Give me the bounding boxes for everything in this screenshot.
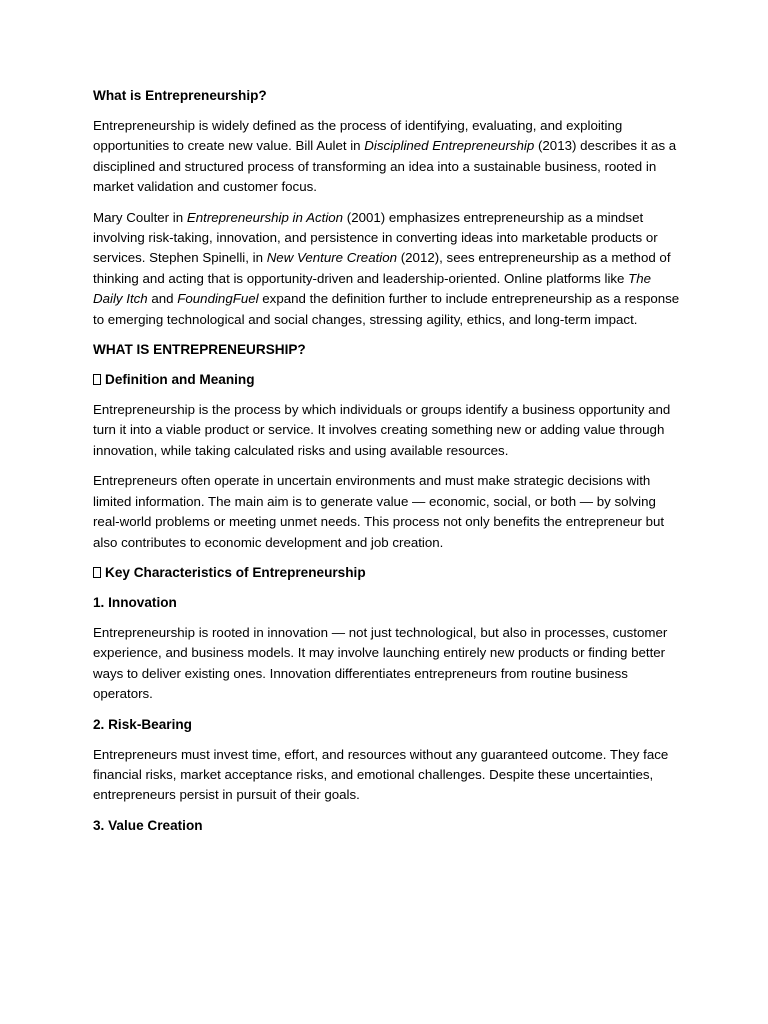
text-run: Mary Coulter in xyxy=(93,209,187,225)
heading-text: Key Characteristics of Entrepreneurship xyxy=(105,564,366,580)
paragraph-coulter-spinelli xyxy=(93,208,683,330)
book-title: Entrepreneurship in Action xyxy=(186,209,344,225)
text-run: (2001) emphasizes entrepreneurship as a mindset involving risk-taking, innovation, and persistence in converting ideas into marketable products or services. Stephen Spinelli, in xyxy=(93,209,658,266)
missing-glyph-icon xyxy=(93,374,101,385)
book-title: Disciplined Entrepreneurship xyxy=(364,138,535,154)
heading-what-is-entrepreneurship-caps: WHAT IS ENTREPRENEURSHIP? xyxy=(93,342,306,358)
platform-name: FoundingFuel xyxy=(177,291,259,307)
text-run: expand the definition further to include entrepreneurship as a response to emerging technological and social changes, stressing agility, ethics, and long-term impact. xyxy=(93,291,680,327)
heading-innovation: 1. Innovation xyxy=(93,594,177,610)
book-title: New Venture Creation xyxy=(266,250,398,266)
heading-definition-and-meaning xyxy=(93,370,683,390)
document-page xyxy=(93,86,683,846)
paragraph-innovation: Entrepreneurship is rooted in innovation — not just technological, but also in processes, customer experience, and business models. It may involve launching entirely new products or finding better ways to deliver existing ones. Innovation differentiates entrepreneurs from routine business operators. xyxy=(93,624,668,702)
heading-what-is-entrepreneurship: What is Entrepreneurship? xyxy=(93,88,267,103)
text-run: and xyxy=(147,291,178,307)
platform-name: The Daily Itch xyxy=(93,270,652,307)
heading-risk-bearing: 2. Risk-Bearing xyxy=(93,716,192,732)
text-run: (2012), sees entrepreneurship as a method of thinking and acting that is opportunity-driven and leadership-oriented. Online platforms like xyxy=(93,250,671,286)
text-run: (2013) describes it as a disciplined and structured process of transforming an idea into a sustainable business, rooted in market validation and customer focus. xyxy=(93,138,677,195)
text-run: Entrepreneurship is widely defined as the process of identifying, evaluating, and exploiting opportunities to create new value. Bill Aulet in xyxy=(93,118,623,154)
paragraph-definition-aulet xyxy=(93,116,683,198)
paragraph-risk-bearing: Entrepreneurs must invest time, effort, and resources without any guaranteed outcome. They face financial risks, market acceptance risks, and emotional challenges. Despite these uncertainties, entrepreneurs persist in pursuit of their goals. xyxy=(93,746,669,803)
heading-key-characteristics xyxy=(93,563,683,583)
heading-text: Definition and Meaning xyxy=(105,372,255,388)
missing-glyph-icon xyxy=(93,567,101,578)
paragraph-definition: Entrepreneurship is the process by which individuals or groups identify a business opportunity and turn it into a viable product or service. It involves creating something new or adding value through innovation, while taking calculated risks and using available resources. xyxy=(93,402,671,458)
paragraph-uncertain-environments: Entrepreneurs often operate in uncertain environments and must make strategic decisions with limited information. The main aim is to generate value — economic, social, or both — by solving real-world problems or meeting unmet needs. This process not only benefits the entrepreneur but also contributes to economic development and job creation. xyxy=(93,473,665,550)
heading-value-creation: 3. Value Creation xyxy=(93,817,203,833)
